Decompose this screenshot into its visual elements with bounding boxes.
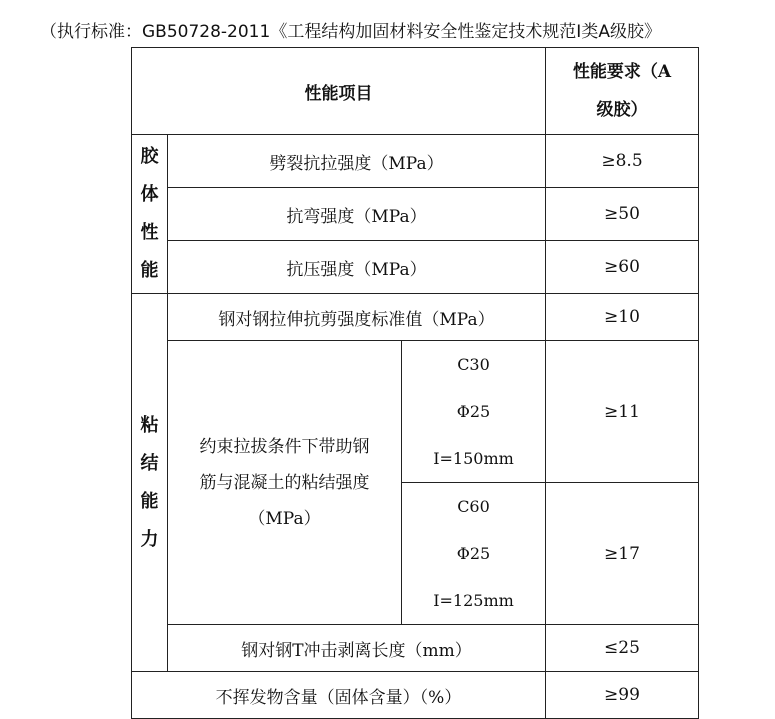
group-char: 能 <box>140 260 159 281</box>
header-item: 性能项目 <box>132 48 546 135</box>
value-split-tensile: ≥8.5 <box>546 135 699 188</box>
table-row <box>132 672 699 719</box>
group-char: 粘 <box>140 414 159 436</box>
value-flexural: ≥50 <box>546 188 699 241</box>
header-req-line2: 级胶） <box>596 100 648 120</box>
group-char: 力 <box>140 528 159 550</box>
condition-line: I=150mm <box>433 449 514 468</box>
label-steel-shear: 钢对钢拉伸抗剪强度标准值（MPa） <box>168 294 546 341</box>
label-split-tensile: 劈裂抗拉强度（MPa） <box>168 135 546 188</box>
group-char: 性 <box>140 222 159 243</box>
condition-line: C30 <box>457 355 490 374</box>
table-row <box>132 188 699 241</box>
group-char: 结 <box>140 452 159 474</box>
label-compressive: 抗压强度（MPa） <box>168 241 546 294</box>
bond-label-line: 筋与混凝土的粘结强度 <box>199 472 370 493</box>
spec-table <box>131 47 699 719</box>
value-c30: ≥11 <box>546 341 699 483</box>
value-steel-shear: ≥10 <box>546 294 699 341</box>
header-row <box>132 48 699 135</box>
table-row <box>132 625 699 672</box>
condition-line: C60 <box>457 497 490 516</box>
value-c60: ≥17 <box>546 483 699 625</box>
condition-c30 <box>402 341 546 483</box>
label-flexural: 抗弯强度（MPa） <box>168 188 546 241</box>
value-compressive: ≥60 <box>546 241 699 294</box>
group-char: 胶 <box>140 146 159 167</box>
table-row <box>132 241 699 294</box>
standard-caption: （执行标准：GB50728-2011《工程结构加固材料安全性鉴定技术规范I类A级胶》 <box>40 22 661 42</box>
label-peel-length: 钢对钢T冲击剥离长度（mm） <box>168 625 546 672</box>
value-peel-length: ≤25 <box>546 625 699 672</box>
condition-line: Φ25 <box>456 544 491 563</box>
label-nonvolatile: 不挥发物含量（固体含量）（%） <box>132 672 546 719</box>
condition-line: I=125mm <box>433 591 514 610</box>
bond-label-line: 约束拉拔条件下带助钢 <box>199 436 370 457</box>
condition-line: Φ25 <box>456 402 491 421</box>
group-colloid <box>132 135 168 294</box>
table-row <box>132 294 699 341</box>
group-char: 能 <box>140 490 159 512</box>
label-bond-strength <box>168 341 402 625</box>
header-req-line1: 性能要求（A <box>572 62 672 82</box>
bond-label-line: （MPa） <box>248 508 321 529</box>
group-bonding <box>132 294 168 672</box>
value-nonvolatile: ≥99 <box>546 672 699 719</box>
condition-c60 <box>402 483 546 625</box>
table-row <box>132 341 699 483</box>
group-char: 体 <box>140 184 159 205</box>
header-requirement <box>546 48 699 135</box>
table-row <box>132 135 699 188</box>
